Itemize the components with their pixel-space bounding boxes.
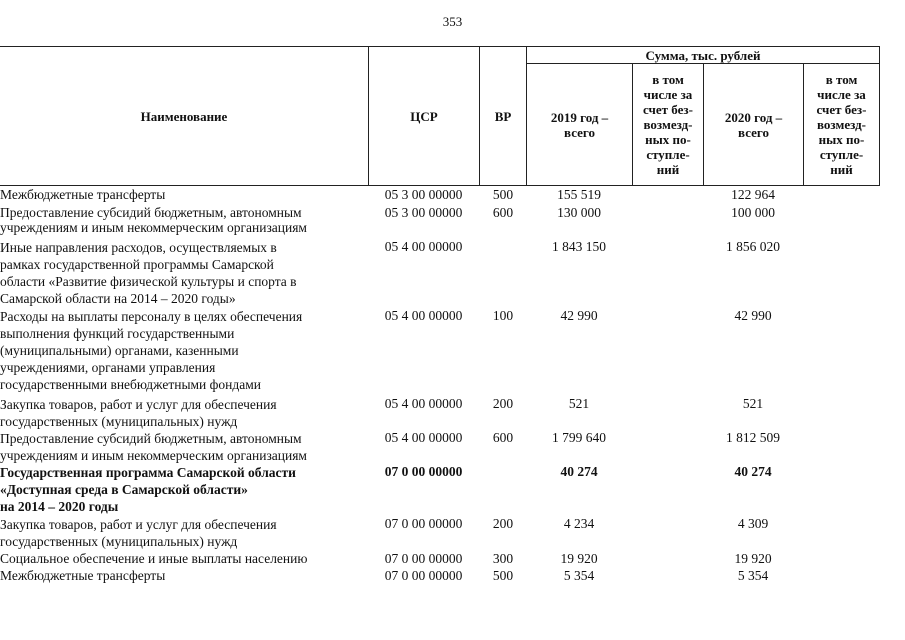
row-2019-total: 5 354 xyxy=(563,568,595,583)
row-2019-total: 130 000 xyxy=(557,205,601,220)
row-2019-total: 19 920 xyxy=(560,551,598,566)
row-name: Иные направления расходов, осуществляемых в рамках государственной программы Самарской области «Развитие физической культуры и спорта в Самарской области на 2014 – 2020 годы» xyxy=(0,240,297,306)
row-name: Межбюджетные трансферты xyxy=(0,187,166,202)
header-2019-total: 2019 год – всего xyxy=(550,109,609,140)
row-2020-total: 42 990 xyxy=(734,308,772,323)
row-name: Государственная программа Самарской области «Доступная среда в Самарской области» на 2014 – 2020 годы xyxy=(0,465,296,514)
row-csr: 05 4 00 00000 xyxy=(384,308,463,323)
header-2020-free: в том числе за счет без- возмезд- ных по- ступле- ний xyxy=(816,72,867,177)
row-name: Предоставление субсидий бюджетным, автономным учреждениям и иным некоммерческим организациям xyxy=(0,431,307,463)
page-number: 353 xyxy=(442,14,463,29)
row-vr: 300 xyxy=(492,551,514,566)
row-2020-total: 5 354 xyxy=(737,568,769,583)
row-2020-total: 122 964 xyxy=(731,187,775,202)
row-name: Расходы на выплаты персоналу в целях обеспечения выполнения функций государственными (муниципальными) органами, казенными учреждениями, органами управления государственными внебюджетными фондами xyxy=(0,309,303,392)
row-2019-total: 521 xyxy=(568,396,590,411)
header-sum-group: Сумма, тыс. рублей xyxy=(645,47,761,63)
header-bottom-rule xyxy=(0,185,880,186)
row-csr: 05 4 00 00000 xyxy=(384,239,463,254)
row-2020-total: 521 xyxy=(742,396,764,411)
row-vr: 100 xyxy=(492,308,514,323)
row-csr: 07 0 00 00000 xyxy=(384,516,463,531)
row-2019-total: 42 990 xyxy=(560,308,598,323)
row-2020-total: 40 274 xyxy=(734,464,772,479)
header-name: Наименование xyxy=(140,108,228,124)
row-name: Межбюджетные трансферты xyxy=(0,568,166,583)
row-2020-total: 4 309 xyxy=(737,516,769,531)
row-name: Социальное обеспечение и иные выплаты населению xyxy=(0,551,308,566)
table-right-border xyxy=(879,46,880,186)
row-2019-total: 40 274 xyxy=(560,464,598,479)
row-2019-total: 155 519 xyxy=(557,187,601,202)
row-csr: 05 4 00 00000 xyxy=(384,430,463,445)
row-2019-total: 1 843 150 xyxy=(552,239,606,254)
row-csr: 07 0 00 00000 xyxy=(384,551,463,566)
row-2020-total: 1 856 020 xyxy=(726,239,780,254)
row-csr: 07 0 00 00000 xyxy=(384,568,463,583)
row-name: Закупка товаров, работ и услуг для обеспечения государственных (муниципальных) нужд xyxy=(0,517,277,549)
row-vr: 600 xyxy=(492,205,514,220)
row-name: Предоставление субсидий бюджетным, автономным учреждениям и иным некоммерческим организациям xyxy=(0,205,307,235)
row-vr: 600 xyxy=(492,430,514,445)
row-csr: 05 3 00 00000 xyxy=(384,187,463,202)
header-csr: ЦСР xyxy=(410,108,438,124)
row-2020-total: 19 920 xyxy=(734,551,772,566)
row-vr: 200 xyxy=(492,396,514,411)
row-vr: 200 xyxy=(492,516,514,531)
header-2019-free: в том числе за счет без- возмезд- ных по- ступле- ний xyxy=(643,72,693,177)
row-2020-total: 1 812 509 xyxy=(726,430,780,445)
row-csr: 05 3 00 00000 xyxy=(384,205,463,220)
row-vr: 500 xyxy=(492,568,514,583)
row-2019-total: 1 799 640 xyxy=(552,430,606,445)
header-2020-total: 2020 год – всего xyxy=(724,109,783,140)
row-2019-total: 4 234 xyxy=(563,516,595,531)
row-vr: 500 xyxy=(492,187,514,202)
row-csr: 07 0 00 00000 xyxy=(384,464,463,479)
row-name: Закупка товаров, работ и услуг для обеспечения государственных (муниципальных) нужд xyxy=(0,397,277,429)
row-2020-total: 100 000 xyxy=(731,205,775,220)
row-csr: 05 4 00 00000 xyxy=(384,396,463,411)
header-vr: ВР xyxy=(494,108,512,124)
